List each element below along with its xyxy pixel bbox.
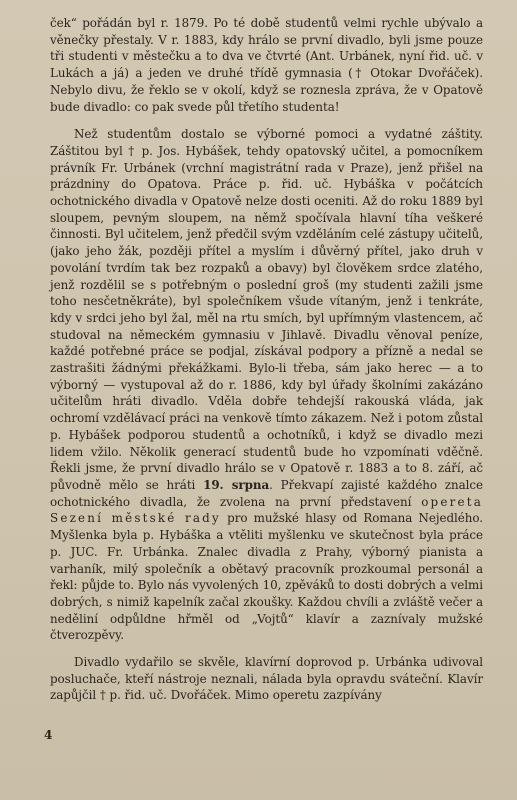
paragraph-2-text-b: . Překvapí zajisté každého znalce ochotnického divadla, že zvolena na první představení xyxy=(50,477,484,509)
operetta-title: opereta Sezení městské rady xyxy=(50,494,483,526)
paragraph-1: ček“ pořádán byl r. 1879. Po té době studentů velmi rychle ubývalo a věnečky přestaly. V r. 1883, kdy hrálo se první divadlo, byli jsme pouze tři studenti v městečku a to dva ve čtvrté (Ant. Urbánek, nyní řid. uč. v Lukách a já) a jeden ve druhé třídě gymnasia († Otokar Dvořáček). Nebylo divu, že řeklo se v okolí, když se roznesla zpráva, že v Opatově bude divadlo: co pak svede půl třetího studenta! xyxy=(50,16,483,114)
paragraph-2-text-c: pro mužské hlasy od Romana Nejedlého. Myšlenka byla p. Hybáška a vtěliti myšlenku ve skutečnost byla práce p. JUC. Fr. Urbánka. Znalec divadla z Prahy, výborný pianista a varhaník, milý společník a obětavý pracovník prozkoumal personál a řekl: půjde to. Bylo nás vyvolených 10, zpěváků to dosti dobrých a velmi dobrých, s nimiž kapelník začal zkoušky. Každou chvíli a zvláště večer a neděliní odpůldne hřměl od „Vojtů“ klavír a zaznívaly mužské čtverozpěvy. xyxy=(50,511,483,643)
paragraph-3: Divadlo vydařilo se skvěle, klavírní doprovod p. Urbánka udivoval posluchače, kteří nástroje neznali, nálada byla opravdu sváteční. Klavír zapůjčil † p. řid. uč. Dvořáček. Mimo operetu zazpívány xyxy=(50,655,483,703)
page-number: 4 xyxy=(44,728,53,742)
premiere-date: 19. srpna xyxy=(203,477,270,492)
paragraph-2 xyxy=(50,126,483,644)
paragraph-2-text: Než studentům dostalo se výborné pomoci a vydatné záštity. Záštitou byl † p. Jos. Hybášek, tehdy opatovský učitel, a pomocníkem právník Fr. Urbánek (vrchní magistrátní rada v Praze), jenž přišel na prázdniny do Opatova. Práce p. řid. uč. Hybáška v počátcích ochotnického divadla v Opatově nelze dosti oceniti. Až do roku 1889 byl sloupem, pevným sloupem, na němž spočívala hlavní tíha veškeré činnosti. Byl učitelem, jenž předčil svým vzděláním celé zástupy učitelů, (jako jeho žák, později přítel a myslím i důvěrný přítel, jako druh v povolání tvrdím tak bez rozpaků a obavy) byl člověkem srdce zlatého, jenž rozdělil se s potřebným o poslední groš (my studenti zažili jsme toho nesčetněkráte), byl společníkem všude vítaným, jenž i tenkráte, kdy v srdci jeho byl žal, měl na rtu smích, byl upřímným vlastencem, ač studoval na německém gymnasiu v Jihlavě. Divadlu věnoval peníze, každé potřebné práce se podjal, získával podpory a přízně a nedal se zastrašiti žádnými překážkami. Bylo-li třeba, sám jako herec — a to výborný — vystupoval až do r. 1886, kdy byl úřady školními zakázáno učitelům hráti divadlo. Vděla dobře tehdejší rakouská vláda, jak ochromí vzdělávací práci na venkově tímto zákazem. Než i potom zůstal p. Hybášek podporou studentů a ochotníků, i když se divadlo mezi lidem vžilo. Několik generací studentů bude ho vzpomínati vděčně. Řekli jsme, že první divadlo hrálo se v Opatově r. 1883 a to 8. září, ač původně mělo se hráti xyxy=(50,127,483,492)
